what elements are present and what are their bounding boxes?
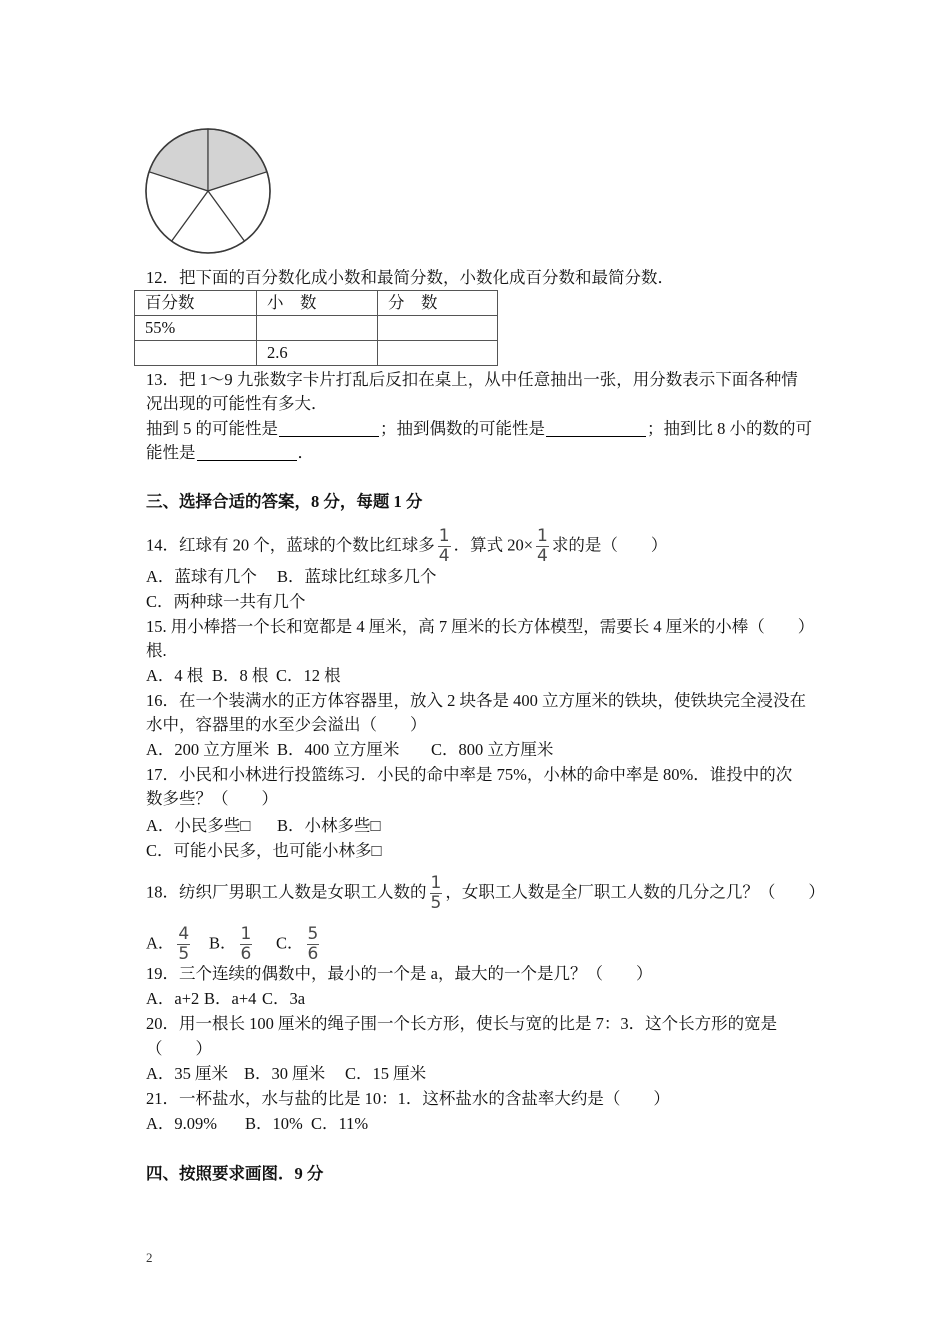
q14-options-line2 [0, 590, 950, 614]
q16-line2: 水中，容器里的水至少会溢出（ ） [146, 715, 427, 734]
q17-options-line2 [0, 839, 950, 863]
q20-option-b: B．30 厘米 [244, 1064, 326, 1083]
table-header-cell: 分 数 [378, 291, 498, 316]
q17-options-line1 [0, 814, 950, 838]
q14-option-b: B．蓝球比红球多几个 [277, 567, 437, 586]
q17-line2: 数多些？（ ） [146, 789, 278, 808]
q16-line1: 16．在一个装满水的正方体容器里，放入 2 块各是 400 立方厘米的铁块，使铁块完全浸没在 [146, 691, 806, 710]
fraction [438, 528, 451, 565]
q14-options-line1 [0, 565, 950, 589]
table-header-row [135, 291, 498, 316]
q21-stem: 21．一杯盐水，水与盐的比是 10：1．这杯盐水的含盐率大约是（ ） [146, 1089, 670, 1108]
q20-options [0, 1062, 950, 1086]
answer-blank [546, 421, 646, 437]
pie-diagram [140, 123, 276, 259]
q13-text: 能性是 [146, 443, 196, 462]
table-cell [378, 316, 498, 341]
q19-option-c: C．3a [262, 989, 306, 1008]
q14-option-a: A．蓝球有几个 [146, 567, 257, 586]
table-row [135, 316, 498, 341]
fraction-denominator: 4 [438, 546, 450, 566]
fraction-numerator: 1 [537, 526, 548, 546]
fraction-numerator: 1 [430, 873, 442, 893]
q19-option-b: B．a+4 [204, 989, 257, 1008]
table-cell [135, 341, 257, 366]
q14-text: 求的是（ ） [551, 535, 668, 555]
q19-options [0, 987, 950, 1011]
fraction-numerator: 1 [438, 526, 450, 546]
q13-line4 [146, 441, 314, 465]
q17-option-a: A．小民多些□ [146, 816, 251, 835]
q19-option-a: A．a+2 [146, 989, 200, 1008]
q16-option-b: B．400 立方厘米 [277, 740, 400, 759]
fraction-denominator: 5 [178, 944, 190, 964]
q18-option-a [146, 926, 193, 963]
fraction [307, 926, 320, 963]
q13-text: ；抽到偶数的可能性是 [380, 419, 545, 438]
q14-stem [146, 526, 668, 566]
table-cell [257, 316, 378, 341]
q21-option-b: B．10% [245, 1114, 303, 1133]
table-cell [378, 341, 498, 366]
fraction-denominator: 4 [537, 546, 548, 566]
q15-line1: 15. 用小棒搭一个长和宽都是 4 厘米，高 7 厘米的长方体模型，需要长 4 厘米的小棒（ ） [146, 617, 815, 636]
q16-option-a: A．200 立方厘米 [146, 740, 270, 759]
q14-text: ．算式 20× [453, 535, 534, 555]
option-label: C． [276, 933, 304, 953]
q20-option-a: A．35 厘米 [146, 1064, 229, 1083]
table-cell: 2.6 [257, 341, 378, 366]
q17-option-b: B．小林多些□ [277, 816, 381, 835]
table-row [135, 341, 498, 366]
q21-option-a: A．9.09% [146, 1114, 218, 1133]
fraction-numerator: 4 [178, 924, 190, 944]
q18-option-b [209, 926, 255, 963]
section-3-title: 三、选择合适的答案，8 分，每题 1 分 [146, 492, 423, 511]
page-number: 2 [146, 1250, 153, 1265]
fraction [430, 875, 443, 912]
option-label: B． [209, 933, 237, 953]
q12-stem: 12．把下面的百分数化成小数和最简分数，小数化成百分数和最简分数． [146, 268, 674, 287]
fraction-denominator: 5 [430, 893, 442, 913]
q21-option-c: C．11% [311, 1114, 369, 1133]
q14-option-c: C．两种球一共有几个 [146, 592, 306, 611]
q15-option-a: A．4 根 [146, 666, 204, 685]
q15-option-c: C．12 根 [276, 666, 341, 685]
fraction-numerator: 1 [240, 924, 252, 944]
q20-line2: （ ） [146, 1039, 212, 1058]
q16-options [0, 738, 950, 762]
answer-blank [279, 421, 379, 437]
q18-stem [146, 873, 825, 913]
q18-text: ，女职工人数是全厂职工人数的几分之几？（ ） [445, 882, 825, 902]
q13-line3 [146, 417, 812, 441]
table-header-cell: 小 数 [257, 291, 378, 316]
conversion-table [134, 290, 498, 366]
table-header-cell: 百分数 [135, 291, 257, 316]
q13-line1: 13．把 1～9 九张数字卡片打乱后反扣在桌上，从中任意抽出一张，用分数表示下面各种情 [146, 370, 798, 389]
q17-option-c: C．可能小民多，也可能小林多□ [146, 841, 382, 860]
q16-option-c: C．800 立方厘米 [431, 740, 554, 759]
q18-option-c [276, 926, 322, 963]
fraction [240, 926, 253, 963]
q20-line1: 20．用一根长 100 厘米的绳子围一个长方形，使长与宽的比是 7：3．这个长方形的宽是 [146, 1014, 778, 1033]
q13-text: ． [297, 443, 314, 462]
q19-stem: 19．三个连续的偶数中，最小的一个是 a，最大的一个是几？（ ） [146, 964, 653, 983]
table-cell: 55% [135, 316, 257, 341]
q20-option-c: C．15 厘米 [345, 1064, 427, 1083]
q18-text: 18．纺织厂男职工人数是女职工人数的 [146, 882, 427, 902]
option-label: A． [146, 933, 175, 953]
q15-options [0, 664, 950, 688]
q15-option-b: B．8 根 [212, 666, 269, 685]
q13-text: ；抽到比 8 小的数的可 [647, 419, 812, 438]
q15-line2: 根. [146, 641, 167, 660]
q21-options [0, 1112, 950, 1136]
q13-text: 抽到 5 的可能性是 [146, 419, 278, 438]
section-4-title: 四、按照要求画图．9 分 [146, 1164, 324, 1183]
fraction [177, 926, 190, 963]
q18-options [0, 924, 950, 964]
q13-line2: 况出现的可能性有多大． [146, 394, 328, 413]
fraction-denominator: 6 [240, 944, 252, 964]
q14-text: 14．红球有 20 个，蓝球的个数比红球多 [146, 535, 435, 555]
answer-blank [197, 445, 297, 461]
fraction [536, 528, 549, 565]
fraction-numerator: 5 [307, 924, 319, 944]
q17-line1: 17．小民和小林进行投篮练习．小民的命中率是 75%，小林的命中率是 80%．谁投中的次 [146, 765, 793, 784]
fraction-denominator: 6 [307, 944, 319, 964]
